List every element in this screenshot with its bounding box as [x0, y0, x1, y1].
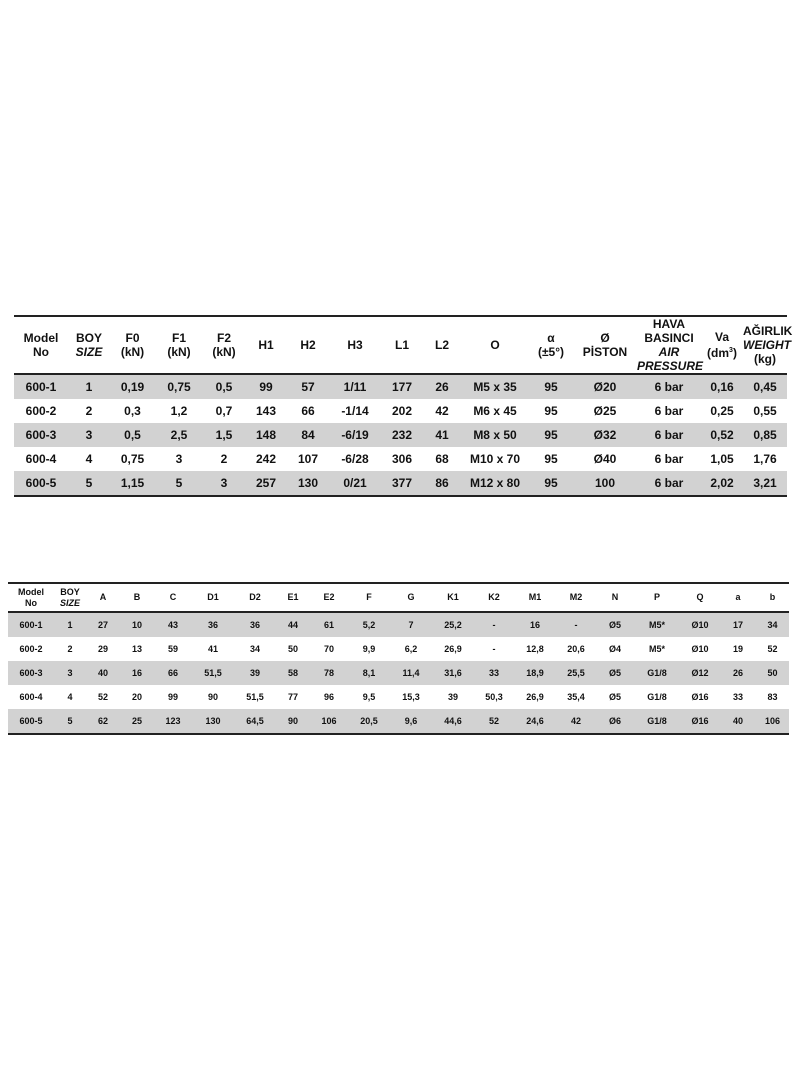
table-cell: 50 — [756, 661, 789, 685]
table-cell: 95 — [529, 374, 573, 399]
table-cell: 0,3 — [124, 404, 141, 418]
table-cell: M8 x 50 — [461, 423, 529, 447]
table-cell: M5* — [648, 644, 665, 654]
table-cell: 42 — [556, 709, 596, 734]
table-row — [14, 399, 787, 423]
header-m2: M2 — [556, 583, 596, 612]
table-cell: 5 — [155, 471, 203, 496]
table-cell: 600-2 — [19, 644, 43, 654]
header-va: Va $(dm^3)$ — [701, 316, 743, 374]
table-cell: 18,9 — [514, 661, 556, 685]
table-cell: 130 — [192, 709, 234, 734]
table-cell: 50,3 — [485, 692, 503, 702]
table-cell: 2 — [85, 404, 93, 418]
table-cell: 33 — [732, 692, 743, 702]
table-cell: 16 — [514, 612, 556, 637]
header-piston: Ø PİSTON — [573, 316, 637, 374]
table-cell: 90 — [207, 692, 218, 702]
table-cell: 36 — [192, 612, 234, 637]
table-cell: 52 — [767, 644, 778, 654]
table-cell: 78 — [310, 661, 348, 685]
table-cell: 600-5 — [14, 471, 68, 496]
table-cell: 106 — [756, 709, 789, 734]
table-cell: 1 — [54, 612, 86, 637]
table-cell: 6 bar — [637, 423, 701, 447]
table-cell: Ø4 — [608, 644, 621, 654]
table-cell: 600-1 — [8, 612, 54, 637]
table-cell: 66 — [154, 661, 192, 685]
table-cell: 600-4 — [19, 692, 43, 702]
table-cell: 26,9 — [526, 692, 544, 702]
table-cell: 52 — [97, 692, 108, 702]
table-cell: 100 — [573, 471, 637, 496]
table-cell: 27 — [86, 612, 120, 637]
table-cell: 15,3 — [402, 692, 420, 702]
table-cell: 600-3 — [8, 661, 54, 685]
table-cell: 12,8 — [526, 644, 544, 654]
header-a-small: a — [720, 583, 756, 612]
table-cell: 7 — [390, 612, 432, 637]
table-cell: 3 — [203, 471, 245, 496]
table-cell: - — [492, 644, 496, 654]
table-cell: 44,6 — [432, 709, 474, 734]
table-cell: 20,5 — [348, 709, 390, 734]
table-cell: 6 bar — [637, 374, 701, 399]
table2-body — [8, 612, 789, 734]
table-cell: Ø10 — [691, 644, 709, 654]
header-d2: D2 — [234, 583, 276, 612]
table-cell: M10 x 70 — [469, 452, 521, 466]
table-cell: 9,5 — [362, 692, 376, 702]
header-p-dim: P — [634, 583, 680, 612]
table-cell: 19 — [732, 644, 743, 654]
table-cell: 99 — [167, 692, 178, 702]
table-cell: 130 — [287, 471, 329, 496]
table-cell: 51,5 — [246, 692, 264, 702]
table-cell: 257 — [245, 471, 287, 496]
table-cell: 4 — [67, 692, 73, 702]
table-cell: 148 — [245, 423, 287, 447]
table-cell: 13 — [131, 644, 142, 654]
table-cell: 123 — [154, 709, 192, 734]
header-b-dim: B — [120, 583, 154, 612]
table-cell: 20 — [131, 692, 142, 702]
header-f0: F0 (kN) — [110, 316, 155, 374]
table-cell: 0,52 — [701, 423, 743, 447]
table-cell: 95 — [544, 452, 558, 466]
spec-table-2 — [8, 582, 789, 735]
table-cell: 59 — [167, 644, 178, 654]
table-cell: 1/11 — [329, 374, 381, 399]
table-cell: 143 — [255, 404, 277, 418]
table-cell: 83 — [767, 692, 778, 702]
header-q-dim: Q — [680, 583, 720, 612]
table-cell: Ø10 — [680, 612, 720, 637]
table-cell: 2,5 — [155, 423, 203, 447]
table-cell: 600-5 — [8, 709, 54, 734]
table-cell: 95 — [544, 404, 558, 418]
header-alpha: α (±5°) — [529, 316, 573, 374]
table-cell: 0,5 — [203, 374, 245, 399]
header-size: BOY SIZE — [68, 316, 110, 374]
table-cell: 20,6 — [567, 644, 585, 654]
table-cell: Ø25 — [593, 404, 617, 418]
header-e1: E1 — [276, 583, 310, 612]
table-cell: 24,6 — [514, 709, 556, 734]
table-row — [8, 709, 789, 734]
table-cell: 600-2 — [25, 404, 57, 418]
table-cell: 6,2 — [404, 644, 418, 654]
table-cell: 40 — [86, 661, 120, 685]
table2-header-row — [8, 583, 789, 612]
header-f1: F1 (kN) — [155, 316, 203, 374]
header-o: O — [461, 316, 529, 374]
spec-table-1 — [14, 315, 793, 497]
table-cell: 232 — [381, 423, 423, 447]
table-cell: Ø5 — [596, 661, 634, 685]
table-cell: M12 x 80 — [461, 471, 529, 496]
table-cell: 1,76 — [753, 452, 777, 466]
table-cell: 600-1 — [14, 374, 68, 399]
table-cell: 50 — [287, 644, 298, 654]
table-cell: 0/21 — [329, 471, 381, 496]
header-b-small: b — [756, 583, 789, 612]
table-cell: 61 — [310, 612, 348, 637]
table-row — [8, 685, 789, 709]
header-model-no: Model No — [14, 316, 68, 374]
table-row — [14, 374, 787, 399]
table-cell: 4 — [85, 452, 93, 466]
header-f-dim: F — [348, 583, 390, 612]
table-cell: G1/8 — [634, 709, 680, 734]
table-cell: 96 — [323, 692, 334, 702]
table-row — [8, 612, 789, 637]
table-cell: 34 — [249, 644, 260, 654]
table-cell: G1/8 — [647, 692, 667, 702]
table-cell: 3 — [54, 661, 86, 685]
table-cell: 0,16 — [701, 374, 743, 399]
table-cell: 5 — [68, 471, 110, 496]
table-cell: 8,1 — [348, 661, 390, 685]
table-cell: 34 — [756, 612, 789, 637]
table-row — [14, 471, 787, 496]
table-cell: 41 — [207, 644, 218, 654]
table-cell: Ø16 — [691, 692, 709, 702]
table-cell: 17 — [720, 612, 756, 637]
table-cell: 6 bar — [654, 404, 684, 418]
header-h2: H2 — [287, 316, 329, 374]
table-cell: 2 — [220, 452, 228, 466]
table-cell: -6/28 — [341, 452, 369, 466]
table-cell: 1,05 — [710, 452, 734, 466]
table-cell: 600-3 — [14, 423, 68, 447]
table-cell: 57 — [287, 374, 329, 399]
table-cell: 90 — [276, 709, 310, 734]
header-m1: M1 — [514, 583, 556, 612]
table-cell: 39 — [447, 692, 458, 702]
table-cell: 31,6 — [432, 661, 474, 685]
table-cell: 0,19 — [110, 374, 155, 399]
table-cell: 95 — [529, 423, 573, 447]
header-weight: AĞIRLIK WEIGHT (kg) — [743, 316, 787, 374]
table-cell: 58 — [276, 661, 310, 685]
table-cell: Ø20 — [573, 374, 637, 399]
table-cell: 40 — [720, 709, 756, 734]
header-k1: K1 — [432, 583, 474, 612]
table-cell: 10 — [120, 612, 154, 637]
table-row — [14, 447, 787, 471]
table-cell: Ø5 — [608, 692, 621, 702]
table-cell: M6 x 45 — [473, 404, 517, 418]
table-cell: 70 — [323, 644, 334, 654]
table-cell: 36 — [234, 612, 276, 637]
table-cell: 2 — [67, 644, 73, 654]
table-row — [14, 423, 787, 447]
table-cell: -1/14 — [341, 404, 369, 418]
table-cell: G1/8 — [634, 661, 680, 685]
table-cell: 0,5 — [110, 423, 155, 447]
header-h3: H3 — [329, 316, 381, 374]
table-cell: 3 — [68, 423, 110, 447]
table-cell: 26 — [423, 374, 461, 399]
table1-body — [14, 374, 787, 496]
table-cell: 64,5 — [234, 709, 276, 734]
header-h1: H1 — [245, 316, 287, 374]
table-cell: Ø16 — [680, 709, 720, 734]
table-cell: 52 — [474, 709, 514, 734]
table-cell: - — [556, 612, 596, 637]
table-cell: 5,2 — [348, 612, 390, 637]
header-a-dim: A — [86, 583, 120, 612]
table-row — [8, 637, 789, 661]
table-cell: 5 — [54, 709, 86, 734]
table-cell: 26,9 — [444, 644, 462, 654]
table-cell: 43 — [154, 612, 192, 637]
header-model-no: Model No — [8, 583, 54, 612]
table-cell: 6 bar — [654, 452, 684, 466]
table-cell: 35,4 — [567, 692, 585, 702]
header-n-dim: N — [596, 583, 634, 612]
header-d1: D1 — [192, 583, 234, 612]
table-cell: 29 — [97, 644, 108, 654]
table-cell: 2,02 — [701, 471, 743, 496]
table-cell: 99 — [245, 374, 287, 399]
table-cell: 42 — [435, 404, 449, 418]
table-cell: 95 — [529, 471, 573, 496]
table-cell: 1,2 — [170, 404, 188, 418]
table-cell: Ø5 — [596, 612, 634, 637]
table-cell: 202 — [391, 404, 413, 418]
header-g-dim: G — [390, 583, 432, 612]
table-cell: 6 bar — [637, 471, 701, 496]
table-cell: 0,75 — [155, 374, 203, 399]
table-cell: - — [474, 612, 514, 637]
table-cell: 106 — [310, 709, 348, 734]
table-cell: 242 — [255, 452, 277, 466]
table-row — [8, 661, 789, 685]
table-cell: Ø12 — [680, 661, 720, 685]
table-cell: 177 — [381, 374, 423, 399]
table-cell: Ø40 — [593, 452, 617, 466]
table-cell: 1,15 — [110, 471, 155, 496]
table-cell: 44 — [276, 612, 310, 637]
table-cell: 84 — [287, 423, 329, 447]
table-cell: 16 — [120, 661, 154, 685]
table-cell: 0,25 — [710, 404, 734, 418]
table-cell: 306 — [391, 452, 413, 466]
table-cell: 9,9 — [362, 644, 376, 654]
table-cell: 25,2 — [432, 612, 474, 637]
table-cell: 1 — [68, 374, 110, 399]
header-l2: L2 — [423, 316, 461, 374]
table-cell: 25,5 — [556, 661, 596, 685]
table-cell: 9,6 — [390, 709, 432, 734]
table1-header-row — [14, 316, 787, 374]
table-cell: 0,85 — [743, 423, 787, 447]
table-cell: 68 — [435, 452, 449, 466]
table-cell: 25 — [120, 709, 154, 734]
table-cell: 1,5 — [203, 423, 245, 447]
table-cell: 0,55 — [753, 404, 777, 418]
table-cell: 51,5 — [192, 661, 234, 685]
table-cell: 0,75 — [120, 452, 145, 466]
table-cell: 0,45 — [743, 374, 787, 399]
table-cell: 600-4 — [25, 452, 57, 466]
header-l1: L1 — [381, 316, 423, 374]
table-cell: 107 — [297, 452, 319, 466]
table-cell: M5* — [634, 612, 680, 637]
table-cell: M5 x 35 — [461, 374, 529, 399]
table-cell: 66 — [301, 404, 315, 418]
header-c-dim: C — [154, 583, 192, 612]
header-e2: E2 — [310, 583, 348, 612]
table-cell: 77 — [287, 692, 298, 702]
table-cell: 0,7 — [215, 404, 233, 418]
header-air-pressure: HAVA BASINCI AIR PRESSURE — [637, 317, 704, 373]
table-cell: 26 — [720, 661, 756, 685]
table-cell: 41 — [423, 423, 461, 447]
table-cell: -6/19 — [329, 423, 381, 447]
table-cell: 3 — [175, 452, 183, 466]
table-cell: 86 — [423, 471, 461, 496]
header-k2: K2 — [474, 583, 514, 612]
table-cell: 39 — [234, 661, 276, 685]
table-cell: 11,4 — [390, 661, 432, 685]
table-cell: 62 — [86, 709, 120, 734]
table-cell: 377 — [381, 471, 423, 496]
table-cell: 3,21 — [743, 471, 787, 496]
table-cell: Ø32 — [573, 423, 637, 447]
table-cell: 33 — [474, 661, 514, 685]
header-f2: F2 (kN) — [203, 316, 245, 374]
table-cell: Ø6 — [596, 709, 634, 734]
header-size: BOY SIZE — [54, 583, 86, 612]
